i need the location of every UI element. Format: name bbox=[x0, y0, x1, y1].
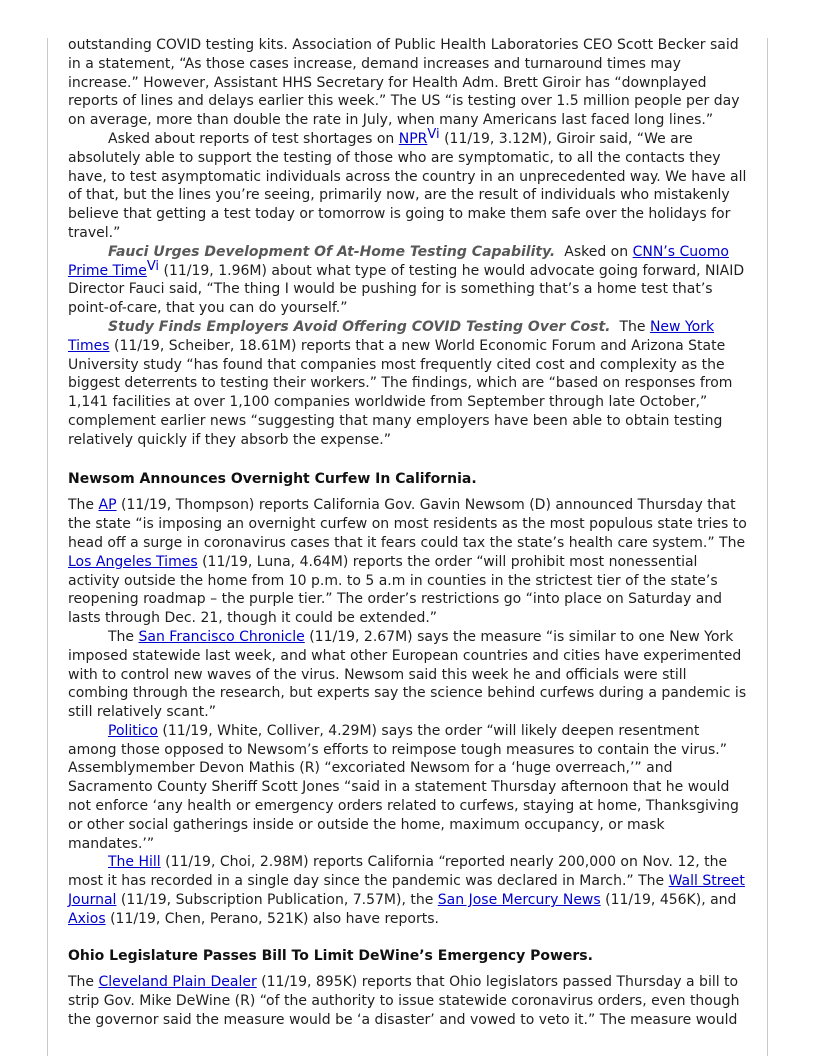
link-npr[interactable]: NPR bbox=[398, 130, 428, 147]
heading-newsom-curfew: Newsom Announces Overnight Curfew In California. bbox=[68, 470, 477, 487]
paragraph-sf-chronicle: The San Francisco Chronicle (11/19, 2.67M) says the measure “is similar to one New York imposed statewide last week, and what other European countries and cities have experimented with to control new waves of the virus. Newsom said this week he and officials were still combing through the research, but experts say the science behind curfews during a pandemic is still relatively scant.” bbox=[68, 628, 747, 721]
paragraph-fauci-home-testing: Fauci Urges Development Of At-Home Testing Capability. Asked on CNN’s Cuomo Prime Time$^{Vi}$ (11/19, 1.96M) about what type of testing he would advocate going forward, NIAID Director Fauci said, “The thing I would be pushing for is something that’s a home test that’s point-of-care, that you can do yourself.” bbox=[68, 243, 745, 317]
left-margin-rule bbox=[47, 38, 48, 1056]
link-the-hill[interactable]: The Hill bbox=[108, 854, 161, 871]
link-san-francisco-chronicle[interactable]: San Francisco Chronicle bbox=[138, 628, 305, 645]
paragraph-the-hill: The Hill (11/19, Choi, 2.98M) reports California “reported nearly 200,000 on Nov. 12, the most it has recorded in a single day since the pandemic was declared in March.” The Wall Street Journal (11/19, Subscription Publication, 7.57M), the San Jose Mercury News (11/19, 456K), and Axios (11/19, Chen, Perano, 521K) also have reports. bbox=[68, 854, 745, 927]
link-san-jose-mercury-news[interactable]: San Jose Mercury News bbox=[437, 892, 601, 909]
paragraph-employers-testing: Study Finds Employers Avoid Offering COVID Testing Over Cost. The New York Times (11/19, Scheiber, 18.61M) reports that a new World Economic Forum and Arizona State University study “has found that companies most frequently cited cost and complexity as the biggest deterrents to testing their workers.” The findings, which are “based on responses from 1,141 facilities at over 1,100 companies worldwide from September through late October,” complement earlier news “suggesting that many employers have been able to obtain testing relatively quickly if they absorb the expense.” bbox=[68, 318, 733, 448]
right-margin-rule bbox=[767, 38, 768, 1056]
link-cnn-cuomo[interactable]: CNN’s Cuomo Prime Time bbox=[68, 243, 729, 279]
link-politico[interactable]: Politico bbox=[108, 722, 158, 739]
video-indicator[interactable]: Vi bbox=[146, 258, 160, 274]
subheading-fauci: Fauci Urges Development Of At-Home Testing Capability. bbox=[108, 243, 556, 260]
link-cleveland-plain-dealer[interactable]: Cleveland Plain Dealer bbox=[98, 974, 257, 991]
heading-ohio-legislature: Ohio Legislature Passes Bill To Limit DeWine’s Emergency Powers. bbox=[68, 947, 593, 964]
video-indicator[interactable]: Vi bbox=[427, 126, 440, 142]
link-new-york-times[interactable]: New York Times bbox=[68, 318, 715, 354]
paragraph-politico: Politico (11/19, White, Colliver, 4.29M) says the order “will likely deepen resentment among those opposed to Newsom’s efforts to reimpose tough measures to contain the virus.” Assemblymember Devon Mathis (R) “excoriated Newsom for a ‘huge overreach,’” and Sacramento County Sheriff Scott Jones “said in a statement Thursday afternoon that he would not enforce ‘any health or emergency orders related to curfews, staying at home, Thanksgiving or other social gatherings inside or outside the home, maximum occupancy, or mask mandates.’” bbox=[68, 722, 739, 852]
paragraph-ohio-legislature: The Cleveland Plain Dealer (11/19, 895K) reports that Ohio legislators passed Thursday a bill to strip Gov. Mike DeWine (R) “of the authority to issue statewide coronavirus orders, even though the governor said the measure would be ‘a disaster’ and vowed to veto it.” The measure would bbox=[68, 974, 740, 1029]
link-axios[interactable]: Axios bbox=[68, 910, 106, 927]
link-wall-street-journal[interactable]: Wall Street Journal bbox=[68, 873, 745, 909]
paragraph-testing-kits: outstanding COVID testing kits. Association of Public Health Laboratories CEO Scott Becker said in a statement, “As those cases increase, demand increases and turnaround times may increase.” However, Assistant HHS Secretary for Health Adm. Brett Giroir has “downplayed reports of lines and delays earlier this week.” The US “is testing over 1.5 million people per day on average, more than double the rate in July, when many Americans last faced long lines.” bbox=[68, 37, 740, 129]
paragraph-giroir-npr: Asked about reports of test shortages on $NPR^{Vi}$ (11/19, 3.12M), Giroir said, “We are absolutely able to support the testing of those who are symptomatic, to all the contacts they have, to test asymptomatic individuals across the country in an unprecedented way. We have all of that, but the lines you’re seeing, primarily now, are the result of individuals who mistakenly believe that getting a test today or tomorrow is going to make them safe over the holidays for travel.” bbox=[68, 126, 747, 241]
link-los-angeles-times[interactable]: Los Angeles Times bbox=[68, 553, 198, 570]
document-body bbox=[68, 36, 750, 1030]
link-ap[interactable]: AP bbox=[98, 497, 117, 514]
paragraph-newsom-curfew: The AP (11/19, Thompson) reports California Gov. Gavin Newsom (D) announced Thursday that the state “is imposing an overnight curfew on most residents as the most populous state tries to head off a surge in coronavirus cases that it fears could tax the state’s health care system.” The Los Angeles Times (11/19, Luna, 4.64M) reports the order “will prohibit most nonessential activity outside the home from 10 p.m. to 5 a.m in counties in the strictest tier of the state’s reopening roadmap – the purple tier.” The order’s restrictions go “into place on Saturday and lasts through Dec. 21, though it could be extended.” bbox=[68, 497, 747, 627]
subheading-employers: Study Finds Employers Avoid Offering COVID Testing Over Cost. bbox=[108, 318, 611, 335]
